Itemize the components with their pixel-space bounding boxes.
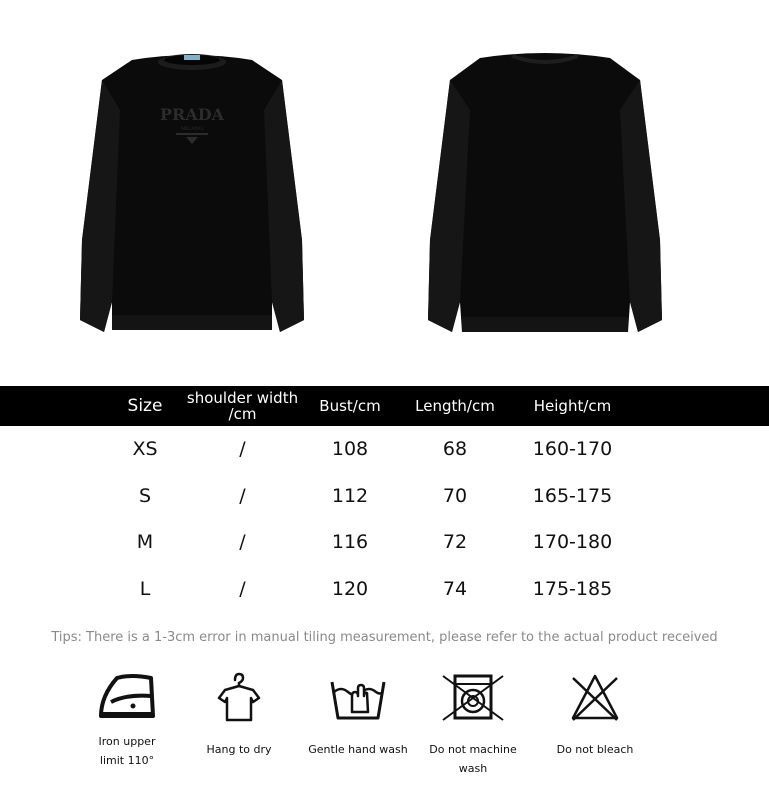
cell-shoulder: / (239, 438, 246, 460)
size-table (0, 386, 769, 612)
table-row (0, 473, 769, 520)
header-bust: Bust/cm (319, 397, 381, 415)
cell-length: 68 (442, 438, 468, 460)
sweatshirt-front-image (72, 40, 312, 340)
header-height: Height/cm (533, 397, 612, 415)
header-length: Length/cm (415, 397, 495, 415)
table-row (0, 566, 769, 613)
cell-height: 175-185 (532, 577, 613, 600)
cell-height: 165-175 (532, 484, 613, 507)
sweatshirt-back-image (420, 40, 670, 340)
care-label-hang: Hang to dry (206, 743, 272, 756)
cell-length: 72 (442, 531, 468, 553)
hand-wash-icon (303, 672, 413, 732)
care-label-hand-wash: Gentle hand wash (308, 743, 408, 756)
care-item-no-bleach (540, 672, 650, 759)
care-instructions (0, 672, 769, 782)
header-shoulder (180, 386, 305, 426)
cell-bust: 116 (331, 531, 369, 553)
cell-length: 74 (442, 577, 468, 600)
cell-size: S (138, 484, 152, 507)
header-shoulder-line2: /cm (228, 405, 257, 423)
product-photos (0, 0, 769, 385)
care-item-iron (72, 672, 182, 770)
cell-size: XS (132, 438, 158, 460)
cell-length: 70 (442, 484, 468, 507)
iron-icon (72, 672, 182, 732)
hanger-icon (184, 672, 294, 732)
cell-height: 170-180 (532, 531, 613, 553)
cell-size: L (139, 577, 151, 600)
header-shoulder-line1: shoulder width (186, 389, 299, 407)
sweatshirt-back-svg (420, 40, 670, 340)
care-item-hang (184, 672, 294, 759)
cell-shoulder: / (239, 531, 246, 553)
table-row (0, 519, 769, 566)
cell-shoulder: / (239, 484, 246, 507)
cell-height: 160-170 (532, 438, 613, 460)
cell-bust: 112 (331, 484, 369, 507)
header-size: Size (127, 396, 163, 416)
sweatshirt-front-svg (72, 40, 312, 340)
no-machine-wash-icon (418, 672, 528, 732)
care-label-no-machine-wash: Do not machine wash (429, 743, 517, 775)
cell-size: M (136, 531, 154, 553)
logo-subtext: MILANO (180, 126, 204, 132)
table-row (0, 426, 769, 473)
care-item-no-machine-wash (418, 672, 528, 778)
care-item-hand-wash (303, 672, 413, 759)
measurement-tip: Tips: There is a 1-3cm error in manual tiling measurement, please refer to the actual product received (51, 630, 718, 645)
table-header (0, 386, 769, 426)
cell-bust: 108 (331, 438, 369, 460)
care-label-iron-line1: Iron upper (98, 735, 156, 748)
cell-bust: 120 (331, 577, 369, 600)
no-bleach-icon (540, 672, 650, 732)
logo-text: PRADA (159, 105, 225, 124)
care-label-iron-line2: limit 110° (99, 754, 155, 767)
care-label-no-bleach: Do not bleach (556, 743, 634, 756)
cell-shoulder: / (239, 577, 246, 600)
